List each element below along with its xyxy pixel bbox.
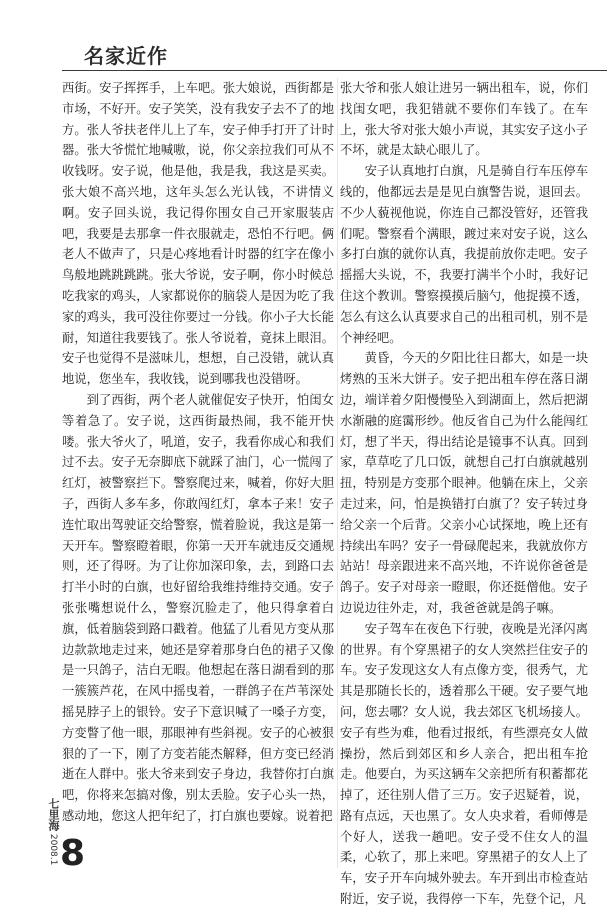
magazine-name: 七里海 [47,798,60,831]
paragraph: 安子驾车在夜色下行驶，夜晚是光泽闪离的世界。有个穿黑裙子的女人突然拦住安子的车。安子发现这女人有点像方变，很秀气，尤其是那随长长的，透着那么干硬。安子要气地问，您去哪？女人说，我去郊区飞机场接人。安子有些为难，他看过报纸，有些漂亮女人做操扮，然后到郊区和乡人亲合，把出租车抢走。他要白，为买这辆车父亲把所有积蓄都花掉了，还往别人借了三万。安子迟疑着，说，路有点远，天也黑了。女人央求着，看师傅是个好人，送我一趟吧。安子受不住女人的温柔，心软了，那上来吧。穿黑裙子的女人上了车，安子开车向城外驶去。车开到出市检查站附近，安子说，我得停一下车，先登个记，凡 [340,621,588,907]
section-title: 名家近作 [84,44,168,68]
issue-label [44,798,58,865]
issue-number: 2008.1 [48,833,58,866]
paragraph: 西街。安子挥挥手，上车吧。张大娘说，西街都是市场，不好开。安子笑笑，没有我安子去不了的地方。张人爷扶老伴儿上了车，安子伸手打开了计时器。张大爷慌忙地喊嗷，说，你父亲拉我们可从不收钱呀。安子说，他是他，我是我，我这是买卖。张大娘不高兴地，这年头怎么光认钱，不讲情义啊。安子回头说，我记得你围女自己开家服装店吧，我要是去那拿一件衣服就走，恐怕不行吧。俩老人不做声了，只是心疼地看计时器的红字在像小鸟般地跳跳跳跳。张大爷说，安子啊，你小时候总吃我家的鸡头，人家都说你的脑袋人是因为吃了我家的鸡头，我可没往你要过一分钱。你小子大长能耐，知道往我要钱了。张人爷说着，竟抹上眼泪。安子也觉得不是滋味儿，想想，自己没错，就认真地说，您坐车，我收钱，说到哪我也没错呀。 [62,81,334,387]
header-rule [62,70,607,71]
page-number: 8 [60,833,86,874]
paragraph: 到了西街，两个老人就催促安子快开，怕闺女等着急了。安子说，这西街最热闹，我不能开快喽。张大爷火了，吼道，安子，我看你成心和我们过不去。安子无奈脚底下就踩了油门，心一慌闯了红灯，被警察拦下。警察爬过来，喊着，你好大胆子，西街人多车多，你敢闯红灯，拿本子来！安子连忙取出驾驶证交给警察，慌着脸说，我这是第一天开车。警察瞪着眼，你第一天开车就违反交通规则，还了得呀。为了让你加深印象，去，到路口去打半小时的白旗，也好留给我维持维持交通。安子张张嘴想说什么，警察沉脸走了，他只得拿着白旗，低着脑袋到路口戳着。他猛了儿看见方变从那边款款地走过来，她还是穿着那身白色的裙子又像是一只鸽子，洁白无暇。他想起在落日湖看到的那一簇簇芦花，在风中摇曳着，一群鸽子在芦苇深处摇晃脖子上的银铃。安子下意识喊了一嗓子方变，方变瞥了他一眼，那眼神有些斜视。安子的心被狠狠的了一下，刚了方变若能杰解释，但方变已经消逝在人群中。张大爷来到安子身边，我替你打白旗吧，你将来怎搞对像，别太丢脸。安子心头一热，感动地，您这人把年纪了，打白旗也要嫁。说着把 [62,392,334,823]
section-header [62,40,582,70]
right-text-column [340,78,588,907]
left-text-column [62,78,334,868]
column-divider [337,78,338,868]
paragraph: 黄昏，今天的夕阳比往日都大，如是一块烤熟的玉米大饼子。安子把出租车停在落日湖边，端详着夕阳慢慢坠入到湖面上，然后把湖水渐融的庭霭形纱。他反省自己为什么能闯红灯，想了半天，得出结论是镜事不认真。回到家，草草吃了几口饭，就想自己打白旗就越别扭，特别是方变那个眼神。他躺在床上，父亲走过来，问，怕是换错打白旗了？安子转过身给父亲一个后背。父亲小心试探地，晚上还有持续出车吗？安子一骨碌爬起来，我就放你方站站！母亲跟进来不高兴地，不许说你爸爸是鸽子。安子对母亲一瞪眼，你还挺僧他。安子边说边往外走，对，我爸爸就是鸽子嘛。 [340,351,588,615]
paragraph: 张大爷和张人娘让进另一辆出租车，说，你们找闺女吧，我犯错就不要你们车钱了。在车上，张大爷对张大娘小声说，其实安子这小子不坏，就是太缺心眼儿了。 [340,81,588,158]
paragraph: 安子认真地打白旗，凡是骑自行车压停车线的，他都远去是是见白旗警告说，退回去。不少人藐视他说，你连自己都没管好，还管我们呢。警察看个满眼，踱过来对安子说，这么多打白旗的就你认真，我提前放你走吧。安子摇摇大头说，不，我要打满半个小时，我好记住这个教训。警察摸摸后脑勺，他捉摸不透，怎么有这么认真要求自己的出租司机，别不是个神经吧。 [340,164,588,345]
